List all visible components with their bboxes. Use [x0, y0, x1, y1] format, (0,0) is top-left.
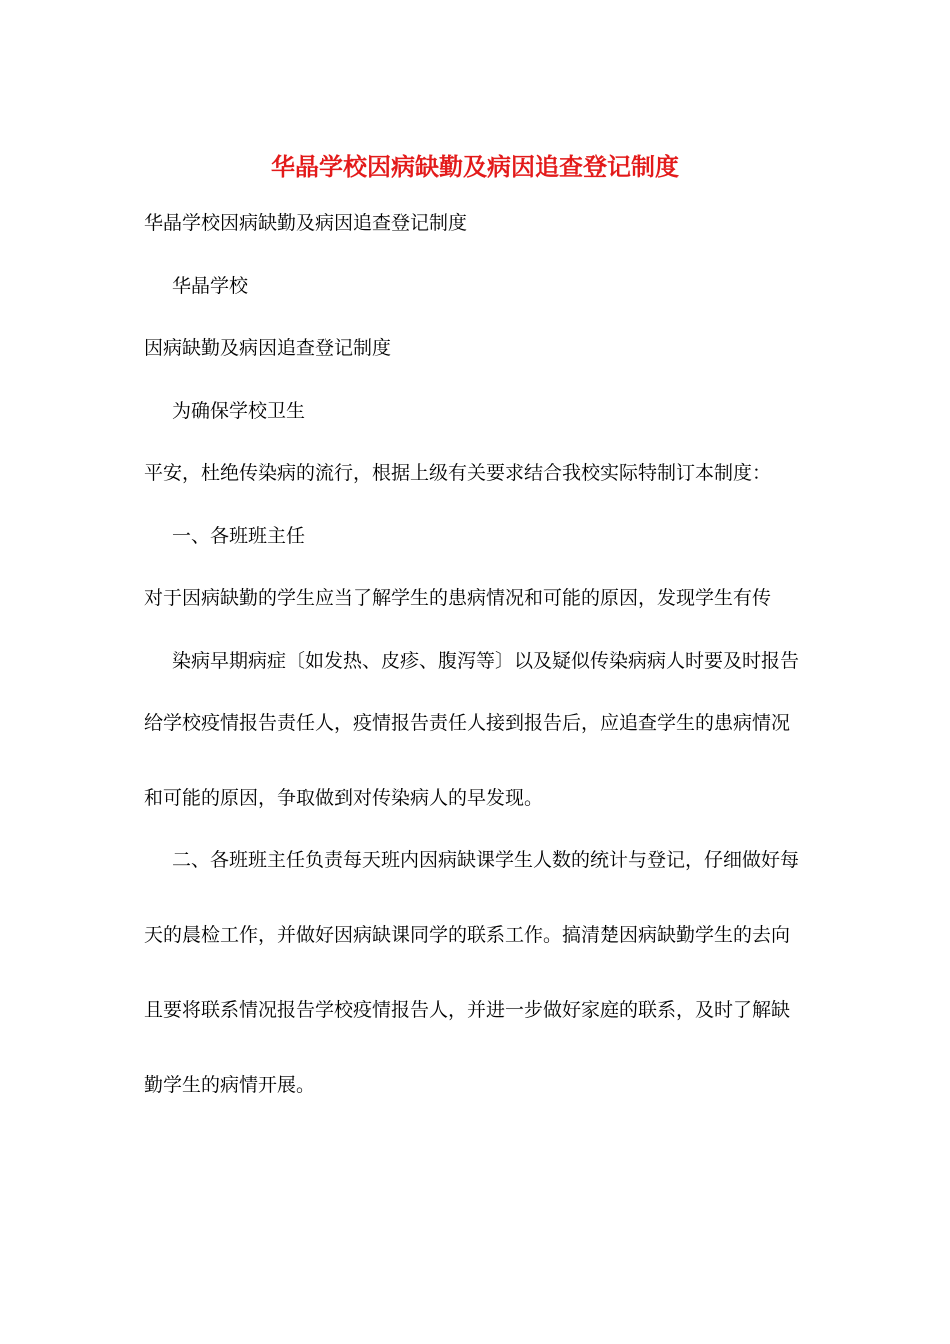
paragraph-line: 和可能的原因，争取做到对传染病人的早发现。	[144, 787, 544, 809]
paragraph-line: 平安，杜绝传染病的流行，根据上级有关要求结合我校实际特制订本制度：	[144, 462, 772, 484]
paragraph-line: 对于因病缺勤的学生应当了解学生的患病情况和可能的原因，发现学生有传	[144, 587, 772, 609]
paragraph-line: 给学校疫情报告责任人，疫情报告责任人接到报告后，应追查学生的患病情况	[144, 712, 791, 734]
paragraph-line: 华晶学校	[172, 275, 249, 297]
document-title: 华晶学校因病缺勤及病因追查登记制度	[271, 152, 679, 181]
paragraph-line: 二、各班班主任负责每天班内因病缺课学生人数的统计与登记，仔细做好每	[172, 849, 800, 871]
paragraph-line: 一、各班班主任	[172, 525, 306, 547]
paragraph-line: 染病早期病症〔如发热、皮疹、腹泻等〕以及疑似传染病病人时要及时报告	[172, 650, 800, 672]
paragraph-line: 且要将联系情况报告学校疫情报告人，并进一步做好家庭的联系，及时了解缺	[144, 999, 791, 1021]
paragraph-line: 因病缺勤及病因追查登记制度	[144, 337, 392, 359]
paragraph-line: 天的晨检工作，并做好因病缺课同学的联系工作。搞清楚因病缺勤学生的去向	[144, 924, 791, 946]
paragraph-line: 为确保学校卫生	[172, 400, 306, 422]
paragraph-line: 勤学生的病情开展。	[144, 1074, 316, 1096]
paragraph-line: 华晶学校因病缺勤及病因追查登记制度	[144, 212, 468, 234]
